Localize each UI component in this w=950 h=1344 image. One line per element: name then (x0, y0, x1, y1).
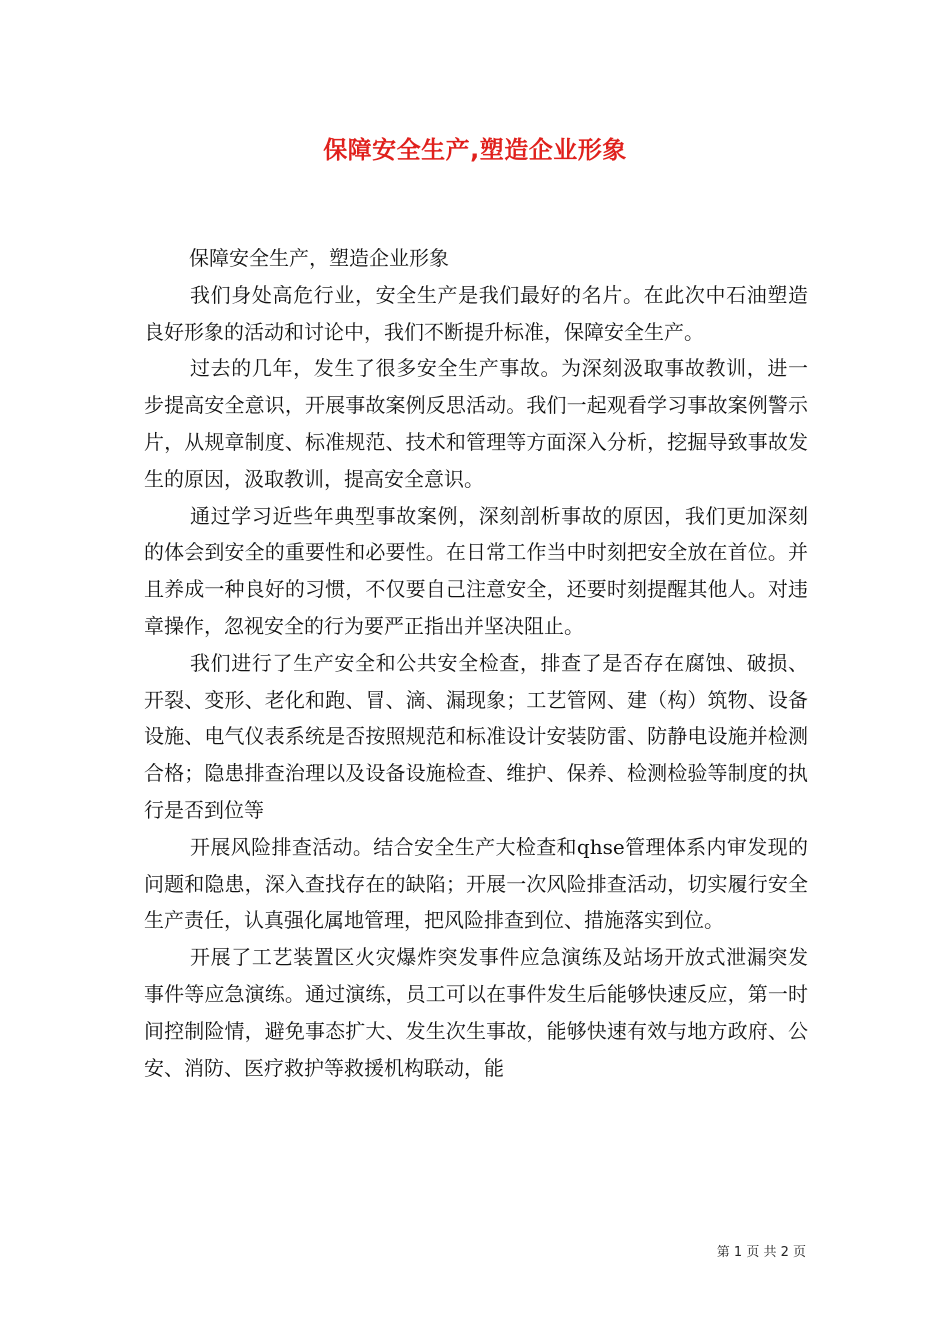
page-number-footer: 第 1 页 共 2 页 (716, 1245, 806, 1260)
paragraph-5: 开展风险排查活动。结合安全生产大检查和qhse管理体系内审发现的问题和隐患，深入查找存在的缺陷；开展一次风险排查活动，切实履行安全生产责任，认真强化属地管理，把风险排查到位、措施落实到位。 (144, 834, 808, 933)
paragraph-1: 我们身处高危行业，安全生产是我们最好的名片。在此次中石油塑造良好形象的活动和讨论中，我们不断提升标准，保障安全生产。 (144, 282, 808, 344)
document-body (144, 240, 808, 1086)
paragraph-3: 通过学习近些年典型事故案例，深刻剖析事故的原因，我们更加深刻的体会到安全的重要性和必要性。在日常工作当中时刻把安全放在首位。并且养成一种良好的习惯，不仅要自己注意安全，还要时刻提醒其他人。对违章操作，忽视安全的行为要严正指出并坚决阻止。 (144, 503, 808, 638)
paragraph-6: 开展了工艺装置区火灾爆炸突发事件应急演练及站场开放式泄漏突发事件等应急演练。通过演练，员工可以在事件发生后能够快速反应，第一时间控制险情，避免事态扩大、发生次生事故，能够快速有效与地方政府、公安、消防、医疗救护等救援机构联动，能 (144, 945, 808, 1080)
document-title: 保障安全生产,塑造企业形象 (323, 136, 627, 164)
paragraph-2: 过去的几年，发生了很多安全生产事故。为深刻汲取事故教训，进一步提高安全意识，开展事故案例反思活动。我们一起观看学习事故案例警示片，从规章制度、标准规范、技术和管理等方面深入分析，挖掘导致事故发生的原因，汲取教训，提高安全意识。 (144, 356, 808, 491)
document-subtitle: 保障安全生产，塑造企业形象 (189, 246, 449, 270)
paragraph-4: 我们进行了生产安全和公共安全检查，排查了是否存在腐蚀、破损、开裂、变形、老化和跑、冒、滴、漏现象；工艺管网、建（构）筑物、设备设施、电气仪表系统是否按照规范和标准设计安装防雷、防静电设施并检测合格；隐患排查治理以及设备设施检查、维护、保养、检测检验等制度的执行是否到位等 (144, 650, 808, 822)
